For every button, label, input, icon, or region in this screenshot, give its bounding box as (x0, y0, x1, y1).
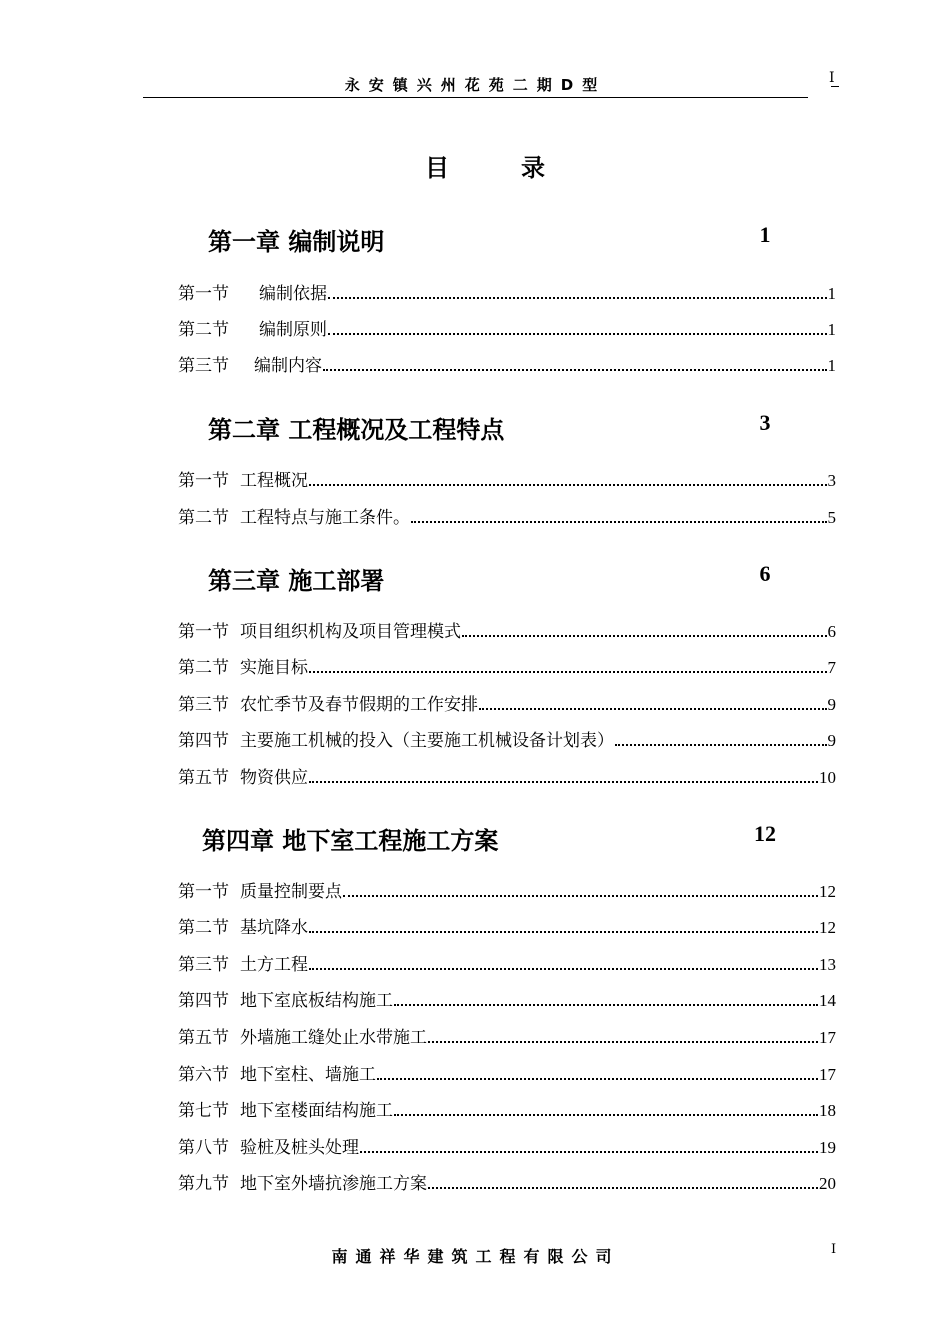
section-number: 第一节 (178, 471, 229, 491)
section-title: 项目组织机构及项目管理模式 (240, 622, 461, 642)
dot-leader (309, 931, 818, 933)
section-number: 第一节 (178, 622, 229, 642)
section-page-number: 5 (827, 508, 836, 527)
section-number: 第三节 (178, 955, 229, 975)
chapter-heading[interactable] (0, 561, 950, 595)
section-number: 第二节 (178, 918, 229, 938)
section-page-number: 6 (827, 622, 836, 641)
section-number: 第六节 (178, 1065, 229, 1085)
toc-heading-char-2: 录 (521, 154, 545, 182)
toc-entry[interactable] (178, 764, 836, 788)
section-title: 地下室底板结构施工 (240, 991, 393, 1011)
toc-entry[interactable] (178, 280, 836, 304)
dot-leader (411, 521, 827, 523)
header-page-number: I (829, 70, 835, 86)
dot-leader (394, 1114, 818, 1116)
toc-entry[interactable] (178, 1061, 836, 1085)
section-title: 地下室外墙抗渗施工方案 (240, 1174, 427, 1194)
section-title: 物资供应 (240, 768, 308, 788)
toc-heading (0, 148, 950, 183)
section-page-number: 18 (819, 1101, 836, 1120)
section-page-number: 9 (827, 731, 836, 750)
toc-entry[interactable] (178, 1134, 836, 1158)
section-number: 第三节 (178, 356, 229, 376)
section-title: 土方工程 (240, 955, 308, 975)
section-number: 第一节 (178, 284, 229, 304)
section-page-number: 1 (827, 356, 836, 375)
section-number: 第九节 (178, 1174, 229, 1194)
chapter-title: 第二章 工程概况及工程特点 (208, 416, 505, 444)
section-page-number: 3 (827, 471, 836, 490)
dot-leader (394, 1004, 818, 1006)
toc-entry[interactable] (178, 1097, 836, 1121)
toc-entry[interactable] (178, 1024, 836, 1048)
chapter-heading[interactable] (0, 222, 950, 256)
toc-entry[interactable] (178, 618, 836, 642)
header-page-number-underline (831, 86, 839, 87)
section-number: 第五节 (178, 1028, 229, 1048)
footer-page-number: I (831, 1242, 837, 1257)
section-page-number: 17 (819, 1065, 836, 1084)
dot-leader (462, 635, 827, 637)
section-title: 工程概况 (240, 471, 308, 491)
section-title: 地下室楼面结构施工 (240, 1101, 393, 1121)
dot-leader (328, 333, 827, 335)
chapter-page-number: 6 (759, 561, 771, 586)
chapter-title: 第四章 地下室工程施工方案 (202, 827, 499, 855)
dot-leader (615, 744, 827, 746)
dot-leader (428, 1041, 818, 1043)
section-title: 外墙施工缝处止水带施工 (240, 1028, 427, 1048)
toc-entry[interactable] (178, 914, 836, 938)
dot-leader (328, 297, 827, 299)
section-title: 农忙季节及春节假期的工作安排 (240, 695, 478, 715)
section-page-number: 14 (819, 991, 836, 1010)
section-page-number: 7 (827, 658, 836, 677)
section-page-number: 12 (819, 882, 836, 901)
toc-entry[interactable] (178, 316, 836, 340)
chapter-page-number: 1 (759, 222, 771, 247)
section-title: 主要施工机械的投入（主要施工机械设备计划表） (240, 731, 614, 751)
section-page-number: 1 (827, 284, 836, 303)
dot-leader (360, 1151, 818, 1153)
toc-entry[interactable] (178, 987, 836, 1011)
chapter-title: 第三章 施工部署 (208, 567, 385, 595)
section-page-number: 17 (819, 1028, 836, 1047)
section-title: 基坑降水 (240, 918, 308, 938)
section-title: 验桩及桩头处理 (240, 1138, 359, 1158)
section-number: 第二节 (178, 320, 229, 340)
section-title: 编制原则 (259, 320, 327, 340)
dot-leader (309, 968, 818, 970)
toc-entry[interactable] (178, 951, 836, 975)
header-rule (143, 97, 808, 98)
section-title: 地下室柱、墙施工 (240, 1065, 376, 1085)
section-page-number: 19 (819, 1138, 836, 1157)
dot-leader (377, 1078, 818, 1080)
toc-entry[interactable] (178, 352, 836, 376)
section-number: 第二节 (178, 658, 229, 678)
dot-leader (323, 369, 827, 371)
section-page-number: 13 (819, 955, 836, 974)
toc-entry[interactable] (178, 878, 836, 902)
section-page-number: 1 (827, 320, 836, 339)
section-number: 第七节 (178, 1101, 229, 1121)
section-number: 第二节 (178, 508, 229, 528)
chapter-title: 第一章 编制说明 (208, 228, 385, 256)
section-number: 第五节 (178, 768, 229, 788)
toc-heading-char-1: 目 (425, 154, 449, 182)
chapter-heading[interactable] (0, 410, 950, 444)
section-title: 实施目标 (240, 658, 308, 678)
toc-entry[interactable] (178, 691, 836, 715)
section-number: 第一节 (178, 882, 229, 902)
header-title: 永安镇兴州花苑二期D型 (344, 76, 607, 94)
dot-leader (479, 708, 827, 710)
section-title: 编制内容 (254, 356, 322, 376)
chapter-page-number: 12 (754, 821, 776, 846)
dot-leader (309, 484, 827, 486)
section-page-number: 20 (819, 1174, 836, 1193)
dot-leader (428, 1187, 818, 1189)
toc-entry[interactable] (178, 504, 836, 528)
section-title: 工程特点与施工条件。 (240, 508, 410, 528)
section-title: 编制依据 (259, 284, 327, 304)
chapter-page-number: 3 (759, 410, 771, 435)
section-page-number: 10 (819, 768, 836, 787)
chapter-heading[interactable] (0, 821, 950, 855)
section-number: 第八节 (178, 1138, 229, 1158)
toc-entry[interactable] (178, 654, 836, 678)
section-number: 第四节 (178, 991, 229, 1011)
section-title: 质量控制要点 (240, 882, 342, 902)
section-page-number: 9 (827, 695, 836, 714)
section-number: 第四节 (178, 731, 229, 751)
dot-leader (309, 781, 818, 783)
footer-company: 南通祥华建筑工程有限公司 (331, 1247, 620, 1266)
section-page-number: 12 (819, 918, 836, 937)
toc-entry[interactable] (178, 1170, 836, 1194)
toc-entry[interactable] (178, 467, 836, 491)
section-number: 第三节 (178, 695, 229, 715)
dot-leader (309, 671, 827, 673)
toc-entry[interactable] (178, 727, 836, 751)
dot-leader (343, 895, 818, 897)
